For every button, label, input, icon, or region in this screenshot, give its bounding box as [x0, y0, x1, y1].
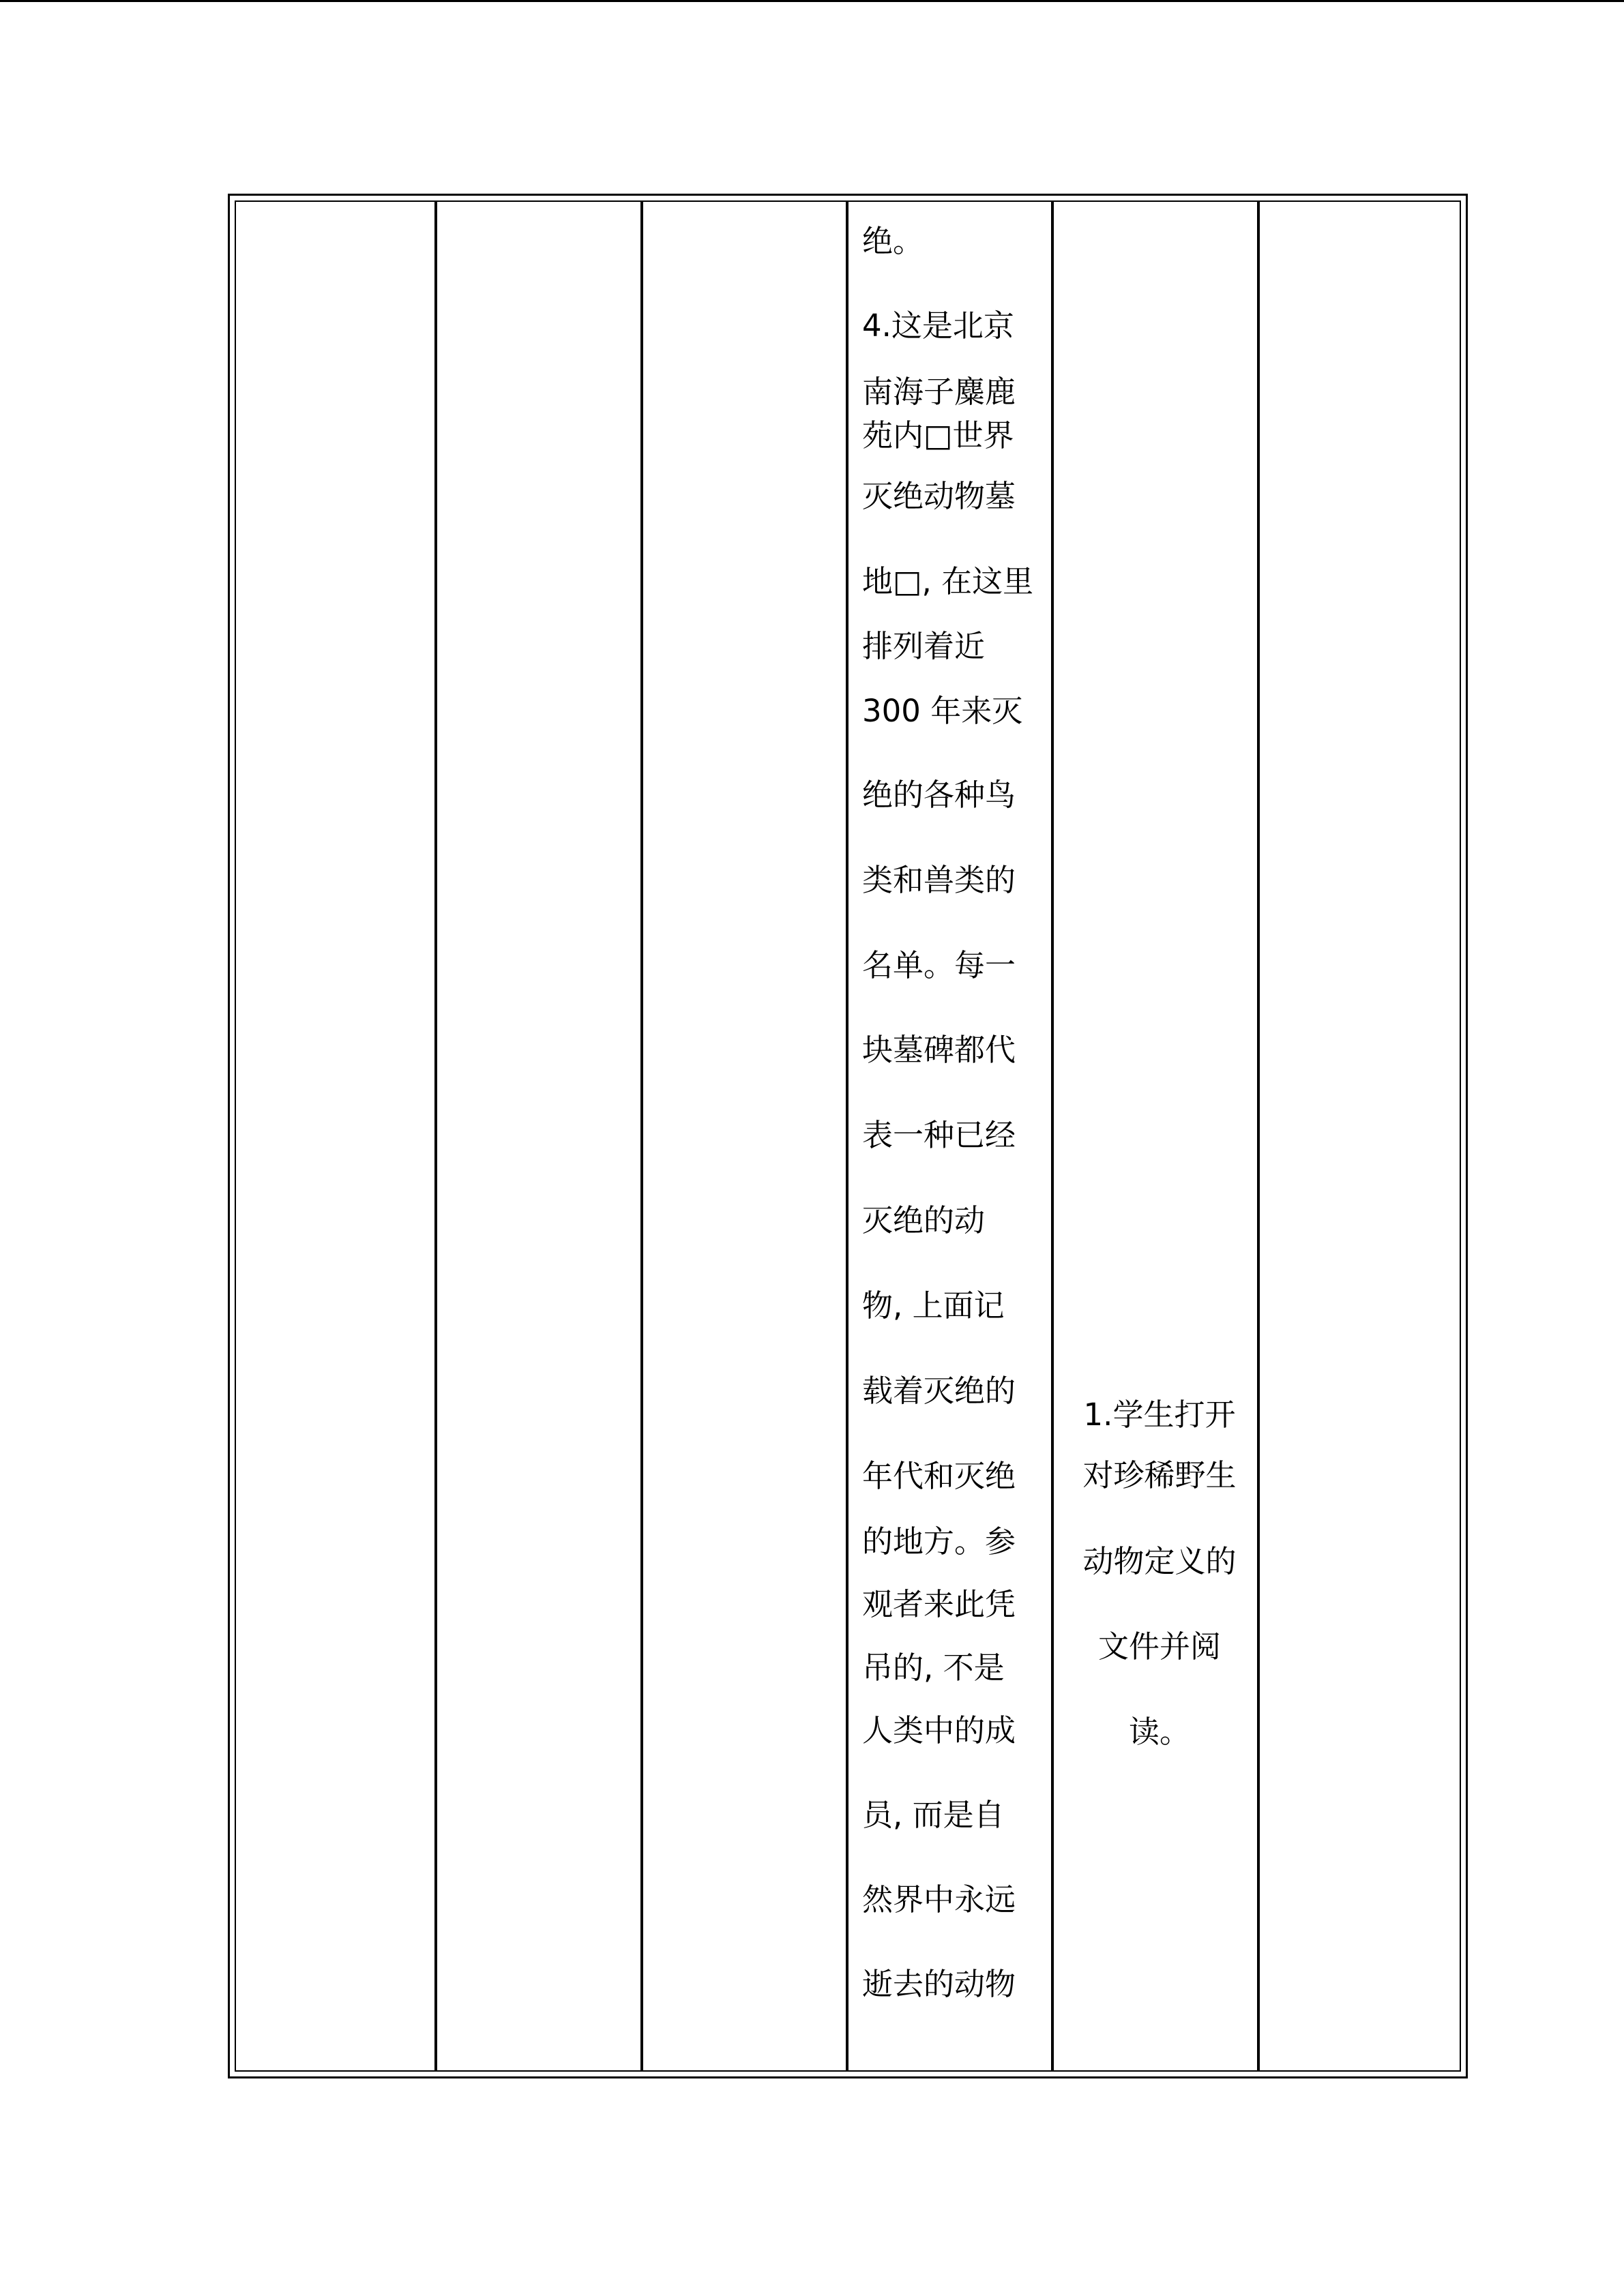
cell-4-line: 灭绝的动 [862, 1202, 986, 1238]
cell-4-line: 块墓碑都代 [862, 1032, 1016, 1068]
cell-5-line: 1.学生打开 [1083, 1397, 1236, 1433]
cell-4-line: 的地方。参 [862, 1523, 1016, 1560]
cell-5-line: 对珍稀野生 [1082, 1457, 1237, 1493]
page-top-border [0, 0, 1624, 2]
cell-4-line: 载着灭绝的 [862, 1373, 1016, 1409]
cell-4-line: 300 年来灭 [862, 693, 1023, 729]
cell-5-line: 读。 [1128, 1714, 1190, 1750]
cell-4-line: 逝去的动物 [862, 1966, 1016, 2002]
cell-4-line: 灭绝动物墓 [862, 478, 1016, 514]
cell-4-line: 绝。 [862, 223, 924, 259]
cell-4-line: 名单。每一 [862, 947, 1016, 983]
column-divider-2 [640, 200, 643, 2072]
cell-4-line: 排列着近 [862, 628, 986, 664]
cell-4-line: 人类中的成 [862, 1712, 1016, 1748]
cell-4-line: 苑内□世界 [862, 417, 1014, 453]
cell-4-line: 观者来此凭 [862, 1586, 1016, 1622]
cell-4-line: 地□, 在这里 [862, 563, 1034, 599]
cell-5-line: 文件并阅 [1097, 1628, 1221, 1665]
column-divider-5 [1257, 200, 1260, 2072]
cell-4-line: 物, 上面记 [862, 1287, 1005, 1324]
cell-4-line: 吊的, 不是 [862, 1650, 1005, 1686]
cell-4-line: 然界中永远 [862, 1881, 1016, 1918]
cell-4-line: 类和兽类的 [862, 862, 1016, 898]
cell-4-line: 年代和灭绝 [862, 1458, 1016, 1494]
cell-4-line: 南海子麋鹿 [862, 374, 1016, 410]
cell-4-line: 4.这是北京 [862, 308, 1014, 344]
cell-4-line: 表一种已经 [862, 1117, 1016, 1153]
cell-4-line: 绝的各种鸟 [862, 777, 1016, 813]
cell-4-line: 员, 而是自 [862, 1797, 1005, 1833]
cell-5-line: 动物定义的 [1082, 1543, 1237, 1579]
column-divider-1 [434, 200, 437, 2072]
column-divider-3 [846, 200, 848, 2072]
column-divider-4 [1051, 200, 1054, 2072]
